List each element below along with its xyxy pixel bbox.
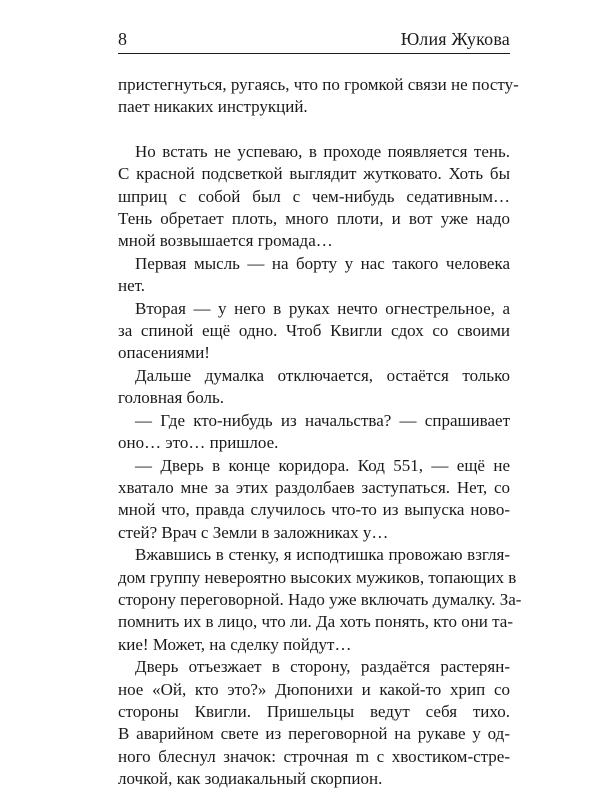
- text-line: Вжавшись в стенку, я исподтишка провожаю взгля-: [135, 545, 510, 565]
- text-line: ное «Ой, кто это?» Дюпонихи и какой-то хрип со: [118, 679, 510, 699]
- paragraph: [118, 74, 519, 119]
- text-line: мной что, правда случилось что-то из выпуска ново-: [118, 500, 510, 520]
- paragraph: [118, 141, 510, 253]
- text-line: стороны Квигли. Пришельцы ведут себя тихо.: [118, 701, 510, 721]
- text-line: пристегнуться, ругаясь, что по громкой связи не посту-: [118, 75, 519, 94]
- text-line: мной возвышается громада…: [118, 231, 333, 251]
- text-line: Вторая — у него в руках нечто огнестрельное, а: [135, 298, 510, 318]
- paragraph: [118, 410, 510, 455]
- text-line: Тень обретает плоть, много плоти, и вот уже надо: [118, 209, 510, 229]
- paragraph: [118, 365, 510, 410]
- text-line: стей? Врач с Земли в заложниках у…: [118, 522, 389, 542]
- text-line: лочкой, как зодиакальный скорпион.: [118, 769, 383, 789]
- paragraph: [118, 656, 510, 790]
- paragraph: [118, 544, 522, 656]
- text-line: за спиной ещё одно. Чтоб Квигли сдох со своими: [118, 321, 510, 341]
- text-line: головная боль.: [118, 388, 224, 408]
- page-number: 8: [118, 29, 127, 49]
- text-line: шприц с собой был с чем-нибудь седативным…: [118, 186, 510, 206]
- paragraph: [118, 455, 510, 545]
- text-line: оно… это… пришлое.: [118, 433, 279, 453]
- book-page: [118, 28, 522, 791]
- text-line: Первая мысль — на борту у нас такого человека: [135, 253, 510, 273]
- text-line: С красной подсветкой выглядит жутковато. Хоть бы: [118, 164, 510, 184]
- text-line: Дальше думалка отключается, остаётся только: [135, 365, 510, 385]
- text-line: В аварийном свете из переговорной на рукаве у од-: [118, 724, 510, 744]
- text-line: хватало мне за этих раздолбаев заступаться. Нет, со: [118, 477, 510, 497]
- text-line: ного блеснул значок: строчная m с хвостиком-стре-: [118, 746, 510, 766]
- text-line: опасениями!: [118, 343, 210, 363]
- text-line: дом группу невероятно высоких мужиков, топающих в: [118, 567, 517, 587]
- text-line: нет.: [118, 276, 146, 296]
- body-text: [118, 74, 522, 791]
- paragraph: [118, 253, 510, 298]
- paragraph: [118, 298, 510, 365]
- text-line: помнить их в лицо, что ли. Да хоть понять, кто они та-: [118, 612, 513, 632]
- text-line: — Дверь в конце коридора. Код 551, — ещё не: [135, 455, 510, 475]
- text-line: Дверь отъезжает в сторону, раздаётся растерян-: [135, 657, 510, 677]
- text-line: Но встать не успеваю, в проходе появляется тень.: [135, 141, 510, 161]
- text-line: пает никаких инструкций.: [118, 97, 308, 117]
- running-title: Юлия Жукова: [400, 29, 510, 49]
- text-line: — Где кто-нибудь из начальства? — спрашивает: [135, 410, 510, 430]
- text-line: кие! Может, на сделку пойдут…: [118, 634, 352, 654]
- text-line: сторону переговорной. Надо уже включать думалку. За-: [118, 589, 522, 609]
- running-header: [118, 28, 510, 54]
